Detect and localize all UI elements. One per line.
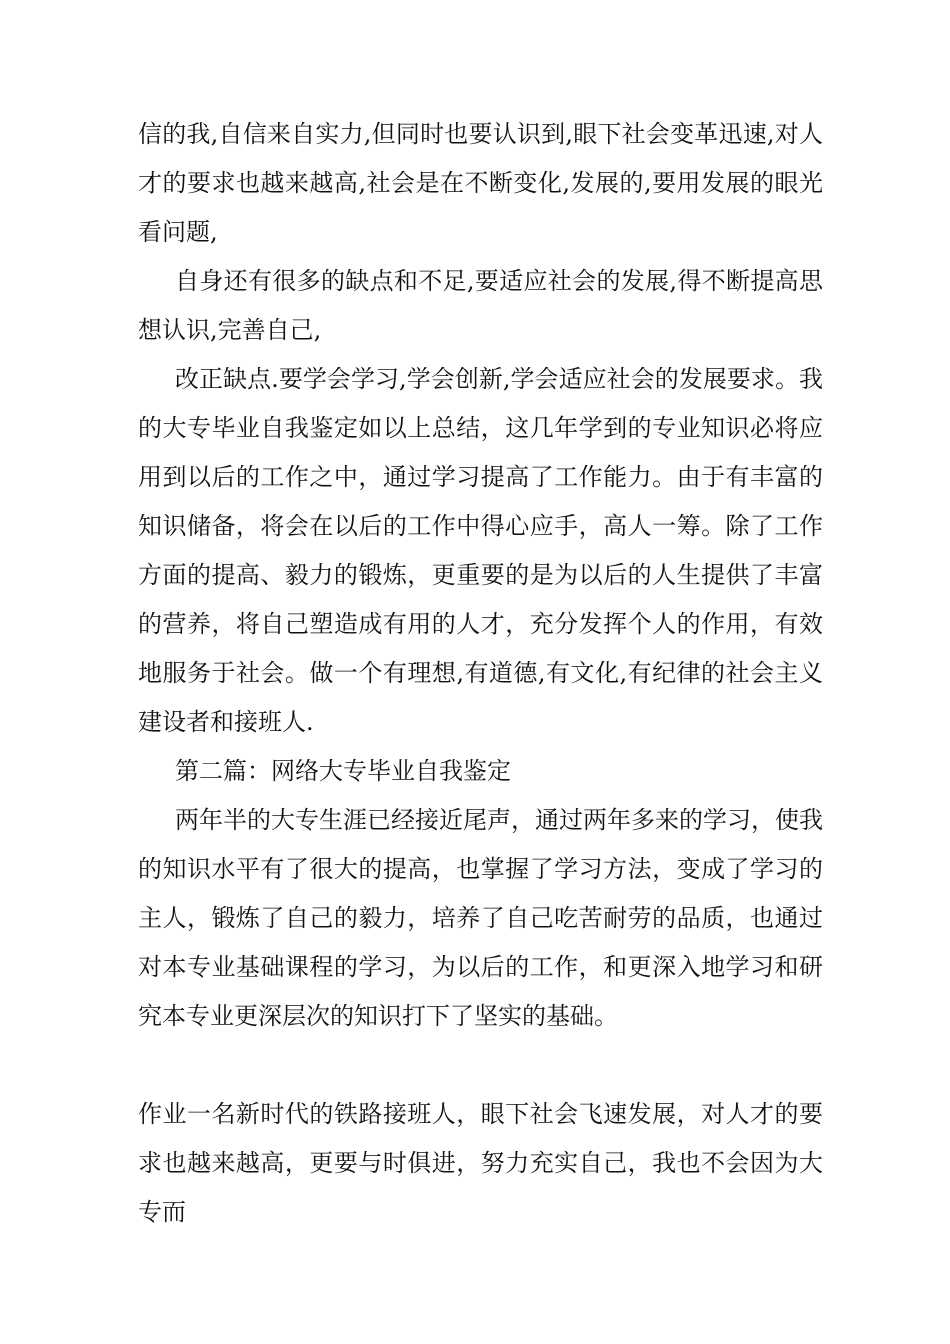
- section-heading: 第二篇：网络大专毕业自我鉴定: [175, 757, 511, 785]
- paragraph-gap: [138, 1041, 823, 1090]
- paragraph-3: 改正缺点.要学会学习,学会创新,学会适应社会的发展要求。我的大专毕业自我鉴定如以上总结，这几年学到的专业知识必将应用到以后的工作之中，通过学习提高了工作能力。由于有丰富的知识储备，将会在以后的工作中得心应手，高人一筹。除了工作方面的提高、毅力的锻炼，更重要的是为以后的人生提供了丰富的营养，将自己塑造成有用的人才，充分发挥个人的作用，有效地服务于社会。做一个有理想,有道德,有文化,有纪律的社会主义建设者和接班人.: [138, 365, 823, 736]
- body-text: [138, 110, 823, 1237]
- paragraph-5: 作业一名新时代的铁路接班人，眼下社会飞速发展，对人才的要求也越来越高，更要与时俱进，努力充实自己，我也不会因为大专而: [138, 1100, 823, 1226]
- paragraph-4: 两年半的大专生涯已经接近尾声，通过两年多来的学习，使我的知识水平有了很大的提高，也掌握了学习方法，变成了学习的主人，锻炼了自己的毅力，培养了自己吃苦耐劳的品质，也通过对本专业基础课程的学习，为以后的工作，和更深入地学习和研究本专业更深层次的知识打下了坚实的基础。: [138, 806, 823, 1030]
- paragraph-1: 信的我,自信来自实力,但同时也要认识到,眼下社会变革迅速,对人才的要求也越来越高,社会是在不断变化,发展的,要用发展的眼光看问题,: [138, 120, 823, 246]
- paragraph-2: 自身还有很多的缺点和不足,要适应社会的发展,得不断提高思想认识,完善自己,: [138, 267, 823, 344]
